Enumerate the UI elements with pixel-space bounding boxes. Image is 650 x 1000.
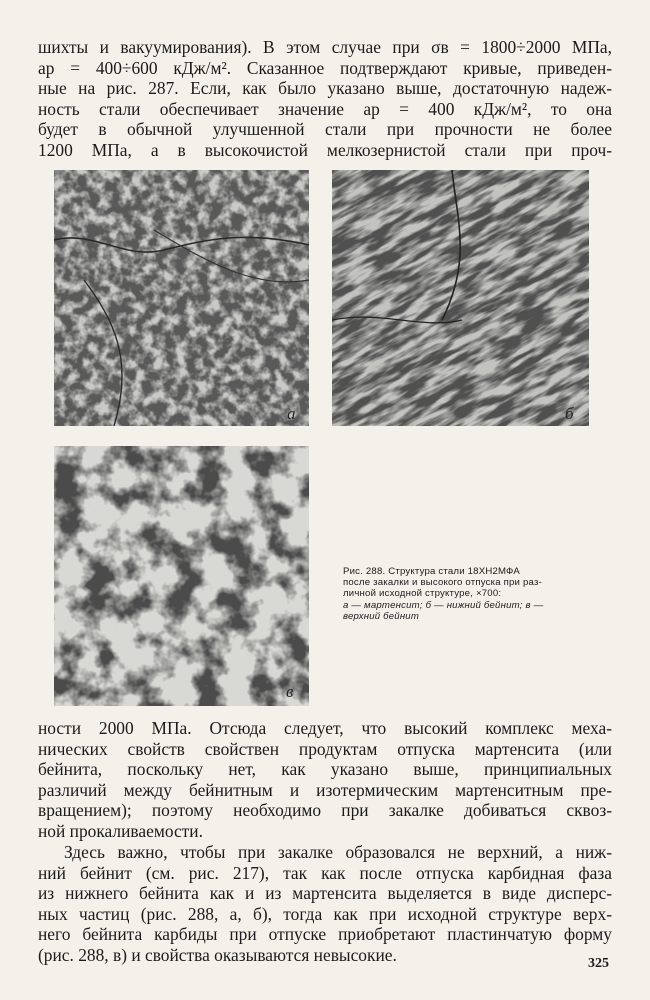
micrograph-a-martensite — [54, 170, 309, 426]
caption-key-line: верхний бейнит — [343, 610, 420, 622]
text-line: из нижнего бейнита как и из мартенсита выделяется в виде дисперс- — [38, 883, 612, 904]
text-line: различий между бейнитным и изотермическим мартенситным пре- — [38, 779, 612, 800]
label-c: в — [286, 682, 294, 701]
bottom-paragraph-2 — [38, 842, 612, 966]
top-paragraph — [38, 37, 612, 161]
text-line: ность стали обеспечивает значение ap = 400 кДж/м², то она — [38, 98, 612, 119]
text-line: будет в обычной улучшенной стали при прочности не более — [38, 119, 612, 140]
text-line: него бейнита карбиды при отпуске приобретают пластинчатую форму — [38, 924, 612, 945]
label-b: б — [565, 404, 574, 423]
label-a: а — [287, 404, 296, 423]
micrograph-c-upper-bainite — [54, 446, 309, 706]
figure-caption — [343, 566, 633, 622]
bottom-paragraph-1 — [38, 718, 612, 842]
caption-line: после закалки и высокого отпуска при раз- — [343, 577, 542, 589]
text-line: бейнита, поскольку нет, как указано выше, принципиальных — [38, 759, 612, 780]
text-line: Здесь важно, чтобы при закалке образовался не верхний, а ниж- — [64, 842, 612, 862]
text-line: ap = 400÷600 кДж/м². Сказанное подтверждают кривые, приведен- — [38, 57, 612, 78]
text-line: ной прокаливаемости. — [38, 820, 203, 841]
text-line: 1200 МПа, а в высокочистой мелкозернистой стали при проч- — [38, 139, 612, 160]
text-line: ные на рис. 287. Если, как было указано выше, достаточную надеж- — [38, 78, 612, 99]
micrograph-b-lower-bainite — [332, 170, 589, 426]
page-number: 325 — [588, 956, 609, 971]
caption-line: личной исходной структуре, ×700: — [343, 588, 502, 600]
text-line: вращением); поэтому необходимо при закалке добиваться сквоз- — [38, 800, 612, 821]
text-line: ных частиц (рис. 288, а, б), тогда как при исходной структуре верх- — [38, 903, 612, 924]
text-line: (рис. 288, в) и свойства оказываются невысокие. — [38, 944, 397, 965]
caption-key-line: а — мартенсит; б — нижний бейнит; в — — [343, 599, 544, 611]
text-line: нических свойств свойствен продуктам отпуска мартенсита (или — [38, 738, 612, 759]
text-line: шихты и вакуумирования). В этом случае при σв = 1800÷2000 МПа, — [38, 37, 612, 57]
caption-line: Рис. 288. Структура стали 18ХН2МФА — [343, 566, 520, 577]
text-line: ности 2000 МПа. Отсюда следует, что высокий комплекс меха- — [38, 718, 612, 738]
text-line: ний бейнит (см. рис. 217), так как после отпуска карбидная фаза — [38, 862, 612, 883]
